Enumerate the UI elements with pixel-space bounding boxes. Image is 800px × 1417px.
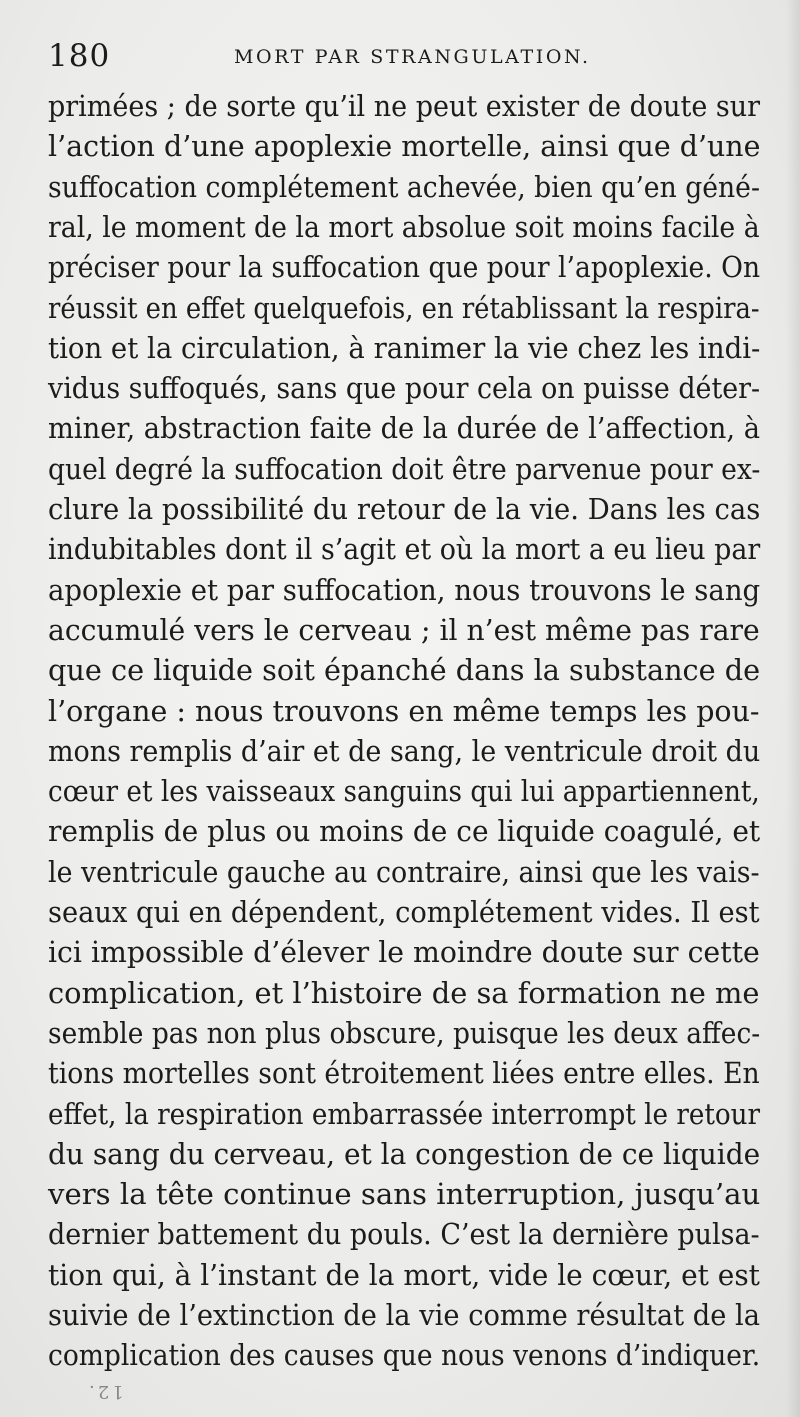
text-line: réussit en effet quelquefois, en rétablissant la respira- [48,290,760,325]
text-line: primées ; de sorte qu’il ne peut exister de doute sur [48,89,761,123]
text-line: vers la tête continue sans interruption, jusqu’au [48,1177,761,1212]
text-line: quel degré la suffocation doit être parvenue pour ex- [48,451,761,486]
text-line: tion et la circulation, à ranimer la vie chez les indi- [48,330,761,365]
text-line: effet, la respiration embarrassée interrompt le retour [48,1096,761,1131]
page-number: 180 [48,38,111,74]
text-line: dernier battement du pouls. C’est la dernière pulsa- [48,1217,760,1252]
text-line: mons remplis d’air et de sang, le ventricule droit du [48,733,761,768]
text-line: clure la possibilité du retour de la vie. Dans les cas [48,492,761,526]
page-edge-shadow [786,0,800,1417]
text-line: que ce liquide soit épanché dans la substance de [48,653,761,688]
text-line: indubitables dont il s’agit et où la mort a eu lieu par [48,532,761,567]
text-line: miner, abstraction faite de la durée de l’affection, à [48,411,761,446]
text-line: tions mortelles sont étroitement liées entre elles. En [48,1056,760,1091]
text-line: vidus suffoqués, sans que pour cela on puisse déter- [48,371,761,406]
text-line: le ventricule gauche au contraire, ainsi que les vais- [48,854,760,889]
text-line: apoplexie et par suffocation, nous trouvons le sang [48,572,761,607]
text-line: ici impossible d’élever le moindre doute sur cette [48,935,760,970]
text-line: suffocation complétement achevée, bien qu’en géné- [48,169,760,204]
running-head [48,36,768,76]
text-line: l’organe : nous trouvons en même temps les pou- [48,693,760,728]
running-title: MORT PAR STRANGULATION. [234,46,591,68]
text-line: complication, et l’histoire de sa formation ne me [48,975,760,1010]
text-line: semble pas non plus obscure, puisque les deux affec- [48,1015,761,1050]
text-line: l’action d’une apoplexie mortelle, ainsi que d’une [48,129,761,164]
text-line: complication des causes que nous venons d’indiquer. [48,1338,761,1373]
text-line: préciser pour la suffocation que pour l’apoplexie. On [48,250,761,285]
text-line: ral, le moment de la mort absolue soit moins facile à [48,209,760,244]
text-line: remplis de plus ou moins de ce liquide coagulé, et [48,814,761,849]
text-line: du sang du cerveau, et la congestion de ce liquide [48,1136,761,1171]
text-line: cœur et les vaisseaux sanguins qui lui appartiennent, [48,774,760,809]
text-line: seaux qui en dépendent, complétement vides. Il est [48,895,760,929]
text-line: tion qui, à l’instant de la mort, vide le cœur, et est [48,1257,760,1292]
signature-mark: 12. [86,1381,124,1402]
text-line: accumulé vers le cerveau ; il n’est même pas rare [48,612,760,647]
text-line: suivie de l’extinction de la vie comme résultat de la [48,1298,761,1332]
